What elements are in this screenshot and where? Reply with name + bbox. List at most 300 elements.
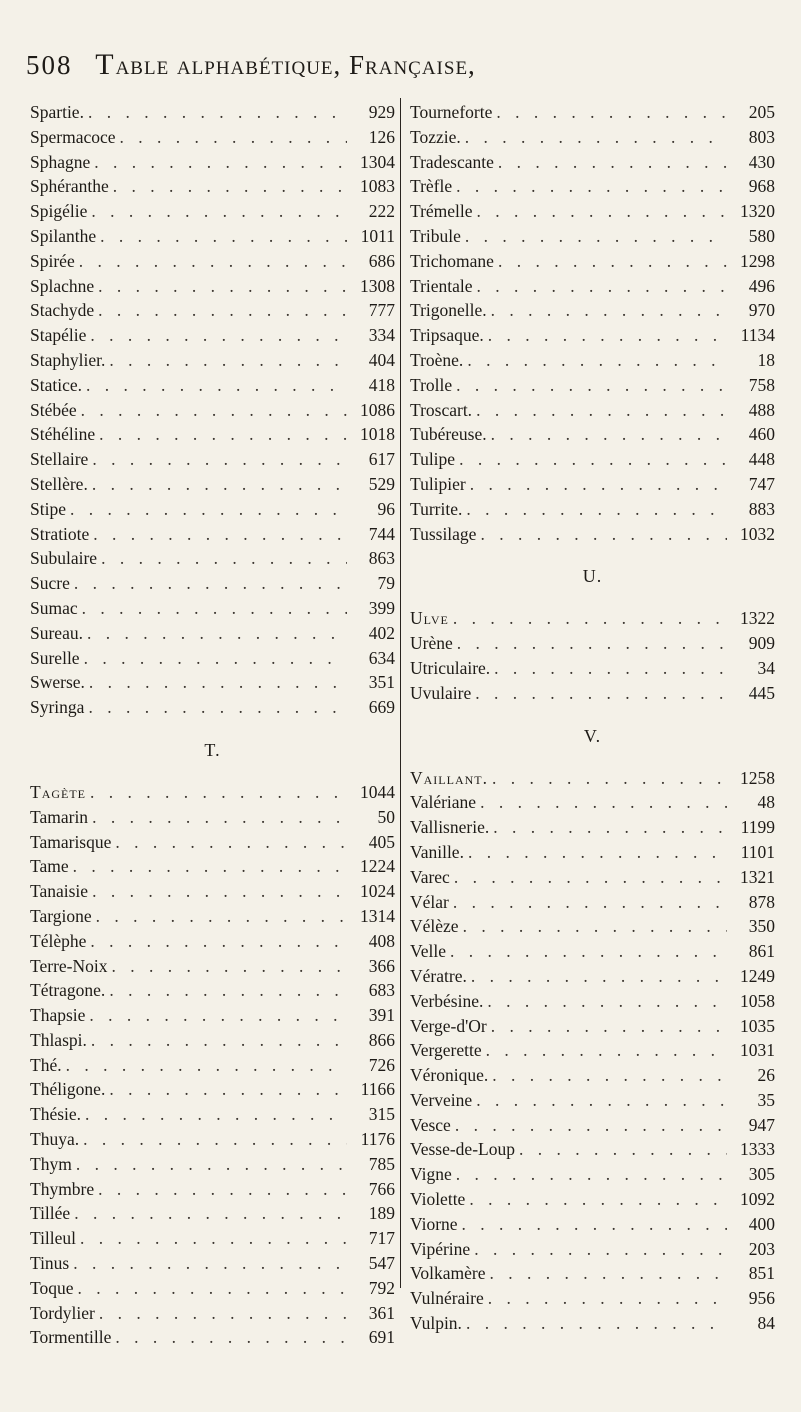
leader-dots: [92, 805, 347, 830]
entry-page-number: 18: [757, 349, 775, 370]
entry-term: Utriculaire.: [410, 657, 491, 678]
leader-dots: [76, 1152, 347, 1177]
leader-dots: [120, 125, 347, 150]
leader-dots: [90, 780, 347, 805]
entry-term: Stéhéline: [30, 424, 96, 445]
leader-dots: [84, 646, 347, 671]
index-entry: [30, 646, 395, 671]
leader-dots: [93, 522, 347, 547]
entry-term: Télèphe: [30, 930, 87, 951]
index-entry: [30, 472, 395, 497]
index-entry: [30, 1102, 395, 1127]
entry-page-number: 430: [748, 151, 775, 172]
leader-dots: [490, 1261, 728, 1286]
entry-term: Stipe: [30, 498, 66, 519]
entry-term: Spigélie: [30, 201, 88, 222]
leader-dots: [109, 978, 347, 1003]
entry-page-number: 1166: [360, 1079, 395, 1100]
index-entry: [30, 1201, 395, 1226]
index-entry: [30, 1127, 395, 1152]
leader-dots: [480, 790, 727, 815]
entry-page-number: 1298: [740, 250, 775, 271]
entry-term: Tamarin: [30, 806, 89, 827]
entry-term: Spermacoce: [30, 126, 116, 147]
index-entry: [30, 695, 395, 720]
index-entry: [30, 1177, 395, 1202]
index-entry: [410, 890, 775, 915]
index-entry: [410, 656, 775, 681]
index-entry: [30, 879, 395, 904]
leader-dots: [92, 447, 347, 472]
entry-page-number: 405: [368, 831, 395, 852]
page-title: able alphabétique, Française,: [115, 50, 476, 80]
index-entry: [410, 298, 775, 323]
entry-page-number: 1031: [740, 1040, 775, 1061]
entry-page-number: 26: [757, 1065, 775, 1086]
index-entry: [30, 954, 395, 979]
entry-page-number: 529: [368, 473, 395, 494]
entry-term: Valériane: [410, 792, 477, 813]
leader-dots: [109, 348, 347, 373]
entry-page-number: 744: [368, 523, 395, 544]
index-entry: [30, 904, 395, 929]
leader-dots: [465, 125, 727, 150]
leader-dots: [80, 1226, 347, 1251]
entry-term: Stachyde: [30, 300, 95, 321]
entry-term: Turrite.: [410, 498, 463, 519]
leader-dots: [90, 323, 347, 348]
entry-term: Staphylier.: [30, 349, 106, 370]
entry-term: Thapsie: [30, 1005, 86, 1026]
entry-page-number: 1032: [740, 523, 775, 544]
entry-page-number: 305: [748, 1164, 775, 1185]
index-entry: [410, 766, 775, 791]
leader-dots: [115, 1325, 347, 1350]
entry-page-number: 1011: [360, 225, 395, 246]
index-entry: [410, 964, 775, 989]
entry-term: Théligone.: [30, 1079, 106, 1100]
page-header: [26, 48, 786, 82]
index-entry: [30, 1251, 395, 1276]
entry-term: Tribule: [410, 225, 461, 246]
entry-term: Vaillant.: [410, 767, 488, 788]
index-entry: [30, 422, 395, 447]
index-entry: [30, 323, 395, 348]
leader-dots: [491, 298, 727, 323]
entry-page-number: 418: [368, 374, 395, 395]
entry-term: Velle: [410, 941, 446, 962]
entry-term: Vulpin.: [410, 1313, 462, 1334]
leader-dots: [476, 1088, 727, 1113]
index-entry: [30, 1028, 395, 1053]
entry-term: Tamarisque: [30, 831, 112, 852]
entry-term: Vesse-de-Loup: [410, 1139, 515, 1160]
entry-page-number: 1333: [740, 1139, 775, 1160]
entry-term: Ulve: [410, 608, 449, 629]
entry-page-number: 717: [368, 1228, 395, 1249]
entry-page-number: 956: [748, 1288, 775, 1309]
index-entry: [410, 840, 775, 865]
entry-page-number: 929: [368, 102, 395, 122]
entry-term: Tradescante: [410, 151, 494, 172]
leader-dots: [498, 249, 727, 274]
leader-dots: [466, 497, 727, 522]
leader-dots: [496, 100, 727, 125]
entry-page-number: 792: [368, 1277, 395, 1298]
leader-dots: [91, 1028, 347, 1053]
leader-dots: [453, 890, 727, 915]
entry-page-number: 947: [748, 1114, 775, 1135]
leader-dots: [480, 522, 727, 547]
index-entry: [30, 522, 395, 547]
entry-page-number: 617: [368, 449, 395, 470]
index-entry: [30, 571, 395, 596]
entry-term: Troène.: [410, 349, 464, 370]
entry-page-number: 863: [368, 548, 395, 569]
entry-page-number: 777: [368, 300, 395, 321]
leader-dots: [88, 100, 347, 125]
index-entry: [410, 249, 775, 274]
leader-dots: [491, 1014, 727, 1039]
entry-page-number: 79: [377, 573, 395, 594]
entry-page-number: 1224: [360, 856, 395, 877]
entry-term: Tame: [30, 856, 69, 877]
leader-dots: [455, 1113, 727, 1138]
entry-page-number: 758: [748, 374, 775, 395]
index-entry: [410, 1137, 775, 1162]
entry-page-number: 1249: [740, 965, 775, 986]
index-entry: [410, 447, 775, 472]
index-entry: [410, 224, 775, 249]
index-entry: [30, 224, 395, 249]
leader-dots: [101, 546, 347, 571]
leader-dots: [476, 398, 727, 423]
entry-page-number: 488: [748, 399, 775, 420]
index-entry: [410, 1014, 775, 1039]
leader-dots: [99, 422, 347, 447]
entry-page-number: 634: [368, 647, 395, 668]
index-entry: [30, 199, 395, 224]
entry-term: Stratiote: [30, 523, 90, 544]
leader-dots: [88, 695, 347, 720]
index-entry: [410, 631, 775, 656]
entry-page-number: 402: [368, 622, 395, 643]
leader-dots: [85, 1102, 347, 1127]
letter-heading-u: U.: [582, 566, 603, 587]
index-entry: [410, 150, 775, 175]
entry-page-number: 448: [748, 449, 775, 470]
entry-page-number: 686: [368, 250, 395, 271]
entry-term: Toque: [30, 1277, 74, 1298]
leader-dots: [86, 373, 347, 398]
entry-term: Vélèze: [410, 916, 459, 937]
entry-page-number: 883: [748, 498, 775, 519]
entry-term: Tripsaque.: [410, 325, 484, 346]
section-t: [30, 780, 395, 1350]
index-entry: [30, 447, 395, 472]
entry-page-number: 866: [368, 1029, 395, 1050]
entry-term: Tulipe: [410, 449, 456, 470]
entry-term: Tinus: [30, 1253, 70, 1274]
index-entry: [410, 1261, 775, 1286]
entry-page-number: 1086: [360, 399, 395, 420]
entry-page-number: 84: [757, 1313, 775, 1334]
entry-page-number: 366: [368, 955, 395, 976]
entry-term: Thym: [30, 1153, 72, 1174]
entry-page-number: 203: [748, 1238, 775, 1259]
leader-dots: [471, 964, 727, 989]
entry-term: Tordylier: [30, 1302, 95, 1323]
entry-page-number: 1258: [740, 767, 775, 788]
entry-page-number: 1320: [740, 201, 775, 222]
index-entry: [410, 606, 775, 631]
index-entry: [410, 422, 775, 447]
entry-page-number: 851: [748, 1263, 775, 1284]
leader-dots: [109, 1077, 347, 1102]
leader-dots: [453, 606, 727, 631]
leader-dots: [494, 656, 727, 681]
leader-dots: [486, 1038, 727, 1063]
index-entry: [410, 1286, 775, 1311]
entry-term: Vératre.: [410, 965, 467, 986]
entry-page-number: 1018: [360, 424, 395, 445]
entry-term: Varec: [410, 866, 450, 887]
entry-page-number: 205: [748, 102, 775, 122]
leader-dots: [468, 840, 727, 865]
entry-term: Statice.: [30, 374, 82, 395]
index-entry: [30, 929, 395, 954]
index-entry: [410, 790, 775, 815]
entry-term: Stellaire: [30, 449, 89, 470]
entry-page-number: 691: [368, 1327, 395, 1348]
entry-page-number: 766: [368, 1178, 395, 1199]
leader-dots: [470, 472, 727, 497]
leader-dots: [100, 224, 347, 249]
leader-dots: [498, 150, 727, 175]
entry-page-number: 1308: [360, 275, 395, 296]
leader-dots: [113, 174, 347, 199]
leader-dots: [488, 1286, 727, 1311]
entry-term: Sureau.: [30, 622, 83, 643]
entry-page-number: 50: [377, 806, 395, 827]
section-u: [410, 606, 775, 705]
index-entry: [30, 298, 395, 323]
entry-term: Sphagne: [30, 151, 91, 172]
entry-term: Viorne: [410, 1213, 458, 1234]
leader-dots: [519, 1137, 727, 1162]
leader-dots: [73, 854, 347, 879]
leader-dots: [492, 766, 727, 791]
entry-page-number: 1035: [740, 1015, 775, 1036]
entry-page-number: 350: [748, 916, 775, 937]
leader-dots: [462, 1212, 727, 1237]
leader-dots: [98, 274, 347, 299]
entry-term: Subulaire: [30, 548, 98, 569]
leader-dots: [477, 274, 727, 299]
index-entry: [410, 373, 775, 398]
left-column: [30, 100, 395, 1350]
leader-dots: [96, 904, 347, 929]
leader-dots: [475, 681, 727, 706]
entry-term: Tilleul: [30, 1228, 77, 1249]
entry-page-number: 189: [368, 1203, 395, 1224]
index-entry: [30, 125, 395, 150]
index-entry: [410, 1088, 775, 1113]
entry-page-number: 399: [368, 597, 395, 618]
entry-term: Thymbre: [30, 1178, 95, 1199]
index-entry: [410, 323, 775, 348]
entry-page-number: 1176: [360, 1129, 395, 1150]
index-entry: [410, 865, 775, 890]
entry-term: Vallisnerie.: [410, 817, 490, 838]
leader-dots: [92, 472, 347, 497]
leader-dots: [70, 497, 347, 522]
index-entry: [410, 1113, 775, 1138]
leader-dots: [98, 298, 347, 323]
index-entry: [410, 497, 775, 522]
entry-term: Thé.: [30, 1054, 62, 1075]
index-entry: [30, 249, 395, 274]
entry-page-number: 1322: [740, 608, 775, 629]
entry-page-number: 126: [368, 126, 395, 147]
index-entry: [410, 1212, 775, 1237]
leader-dots: [493, 815, 727, 840]
leader-dots: [81, 398, 347, 423]
entry-page-number: 1044: [360, 781, 395, 802]
entry-page-number: 785: [368, 1153, 395, 1174]
index-entry: [30, 854, 395, 879]
index-entry: [410, 522, 775, 547]
entry-term: Vipérine: [410, 1238, 471, 1259]
leader-dots: [73, 1251, 347, 1276]
entry-term: Sucre: [30, 573, 70, 594]
index-entry: [410, 199, 775, 224]
index-entry: [410, 1038, 775, 1063]
leader-dots: [459, 447, 727, 472]
index-entry: [30, 1226, 395, 1251]
entry-term: Urène: [410, 633, 453, 654]
entry-page-number: 861: [748, 941, 775, 962]
entry-page-number: 391: [368, 1005, 395, 1026]
index-entry: [30, 546, 395, 571]
entry-term: Tourneforte: [410, 102, 493, 122]
index-entry: [410, 174, 775, 199]
entry-page-number: 683: [368, 980, 395, 1001]
index-entry: [410, 1162, 775, 1187]
entry-term: Spartie.: [30, 102, 84, 122]
entry-term: Surelle: [30, 647, 80, 668]
entry-page-number: 404: [368, 349, 395, 370]
index-entry: [30, 100, 395, 125]
leader-dots: [469, 1187, 727, 1212]
entry-term: Trolle: [410, 374, 453, 395]
entry-term: Trichomane: [410, 250, 494, 271]
entry-page-number: 315: [368, 1104, 395, 1125]
leader-dots: [91, 199, 347, 224]
entry-term: Vélar: [410, 891, 449, 912]
entry-term: Terre-Noix: [30, 955, 108, 976]
leader-dots: [115, 830, 347, 855]
entry-page-number: 48: [757, 792, 775, 813]
leader-dots: [456, 1162, 727, 1187]
entry-term: Violette: [410, 1189, 466, 1210]
index-entry: [410, 939, 775, 964]
index-entry: [30, 1301, 395, 1326]
index-entry: [30, 150, 395, 175]
entry-term: Trientale: [410, 275, 473, 296]
entry-page-number: 1101: [740, 841, 775, 862]
entry-page-number: 878: [748, 891, 775, 912]
index-entry: [410, 914, 775, 939]
entry-term: Sumac: [30, 597, 78, 618]
entry-page-number: 96: [377, 498, 395, 519]
leader-dots: [89, 1003, 347, 1028]
entry-term: Verge-d'Or: [410, 1015, 487, 1036]
leader-dots: [74, 571, 347, 596]
right-column: [410, 100, 775, 1336]
entry-term: Stapélie: [30, 325, 87, 346]
entry-term: Swerse.: [30, 672, 85, 693]
entry-page-number: 1058: [740, 990, 775, 1011]
entry-page-number: 968: [748, 176, 775, 197]
leader-dots: [90, 929, 347, 954]
index-entry: [30, 1003, 395, 1028]
entry-page-number: 496: [748, 275, 775, 296]
entry-page-number: 803: [748, 126, 775, 147]
index-entry: [30, 497, 395, 522]
entry-term: Tubéreuse.: [410, 424, 487, 445]
entry-term: Vesce: [410, 1114, 451, 1135]
entry-term: Verveine: [410, 1089, 473, 1110]
index-entry: [410, 1311, 775, 1336]
entry-term: Syringa: [30, 697, 85, 718]
leader-dots: [66, 1053, 347, 1078]
index-entry: [30, 780, 395, 805]
leader-dots: [92, 879, 347, 904]
entry-page-number: 445: [748, 682, 775, 703]
index-entry: [30, 830, 395, 855]
title-initial: T: [95, 48, 116, 81]
leader-dots: [466, 1311, 727, 1336]
index-entry: [30, 670, 395, 695]
index-entry: [30, 1053, 395, 1078]
entry-term: Volkamère: [410, 1263, 486, 1284]
leader-dots: [477, 199, 727, 224]
entry-term: Vergerette: [410, 1040, 482, 1061]
index-entry: [410, 398, 775, 423]
index-entry: [30, 805, 395, 830]
letter-heading-t: T.: [204, 739, 221, 760]
entry-page-number: 909: [748, 633, 775, 654]
index-entry: [30, 1325, 395, 1350]
entry-page-number: 970: [748, 300, 775, 321]
entry-term: Thuya.: [30, 1129, 80, 1150]
leader-dots: [457, 631, 727, 656]
leader-dots: [454, 865, 727, 890]
leader-dots: [487, 989, 727, 1014]
leader-dots: [450, 939, 727, 964]
entry-term: Troscart.: [410, 399, 473, 420]
entry-term: Spirée: [30, 250, 75, 271]
entry-term: Thlaspi.: [30, 1029, 87, 1050]
leader-dots: [94, 150, 347, 175]
leader-dots: [87, 621, 347, 646]
leader-dots: [488, 323, 727, 348]
entry-page-number: 1199: [740, 817, 775, 838]
entry-page-number: 351: [368, 672, 395, 693]
entry-page-number: 747: [748, 473, 775, 494]
entry-term: Trigonelle.: [410, 300, 487, 321]
